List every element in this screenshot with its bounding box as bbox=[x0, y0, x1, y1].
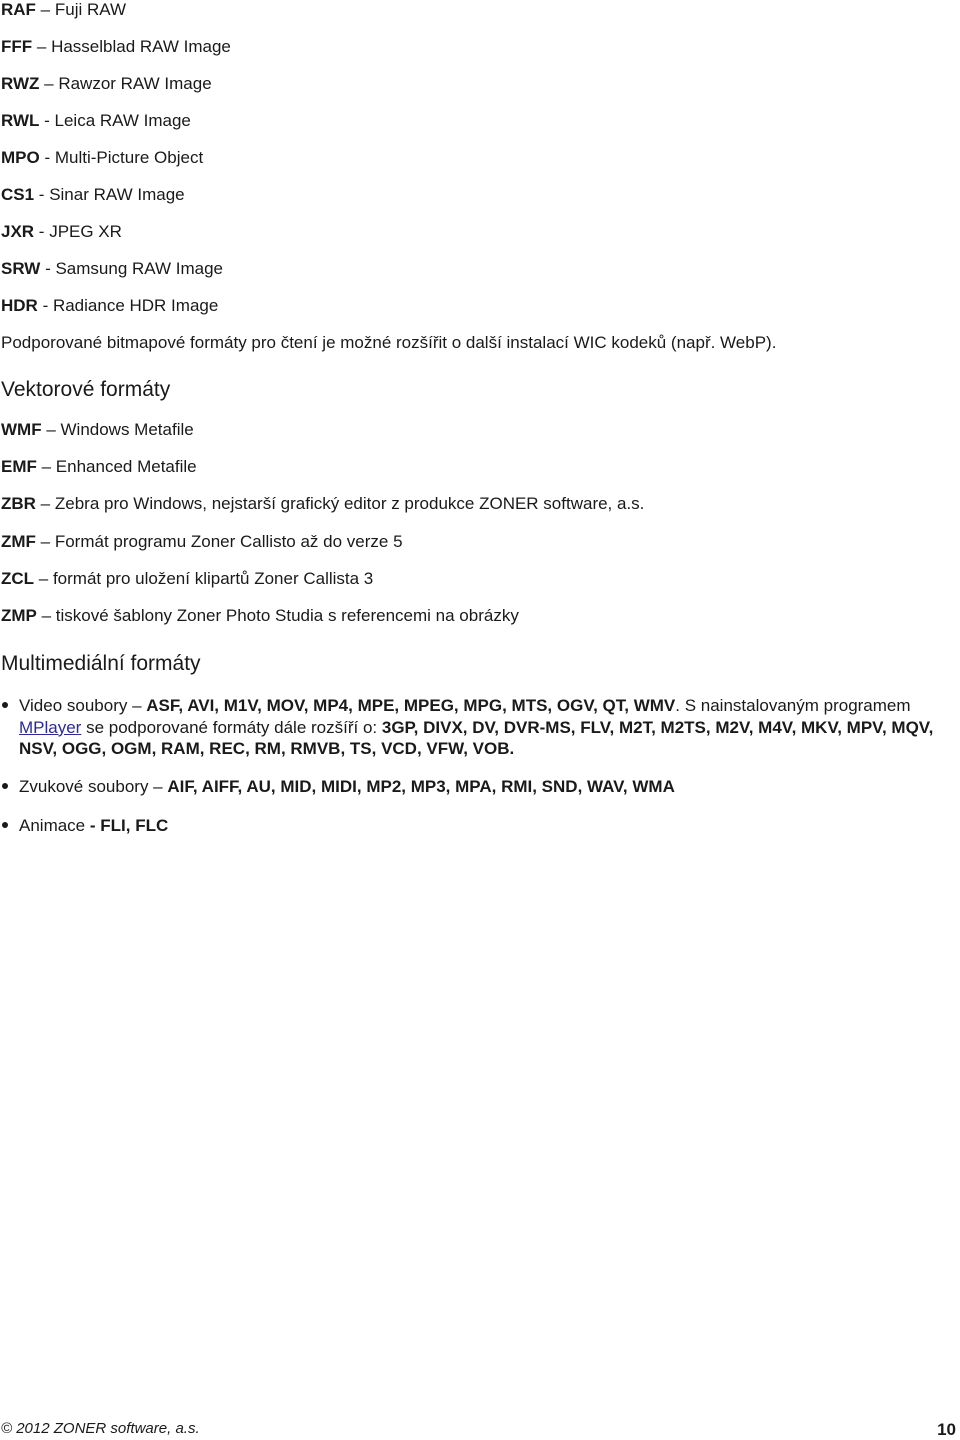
format-separator: - bbox=[40, 259, 56, 278]
bullet-dot-icon bbox=[2, 822, 8, 828]
animation-label: Animace bbox=[19, 816, 90, 835]
format-code: MPO bbox=[1, 148, 40, 167]
format-line-zcl bbox=[1, 569, 373, 589]
format-line-mpo bbox=[1, 148, 203, 168]
format-description: JPEG XR bbox=[49, 222, 122, 241]
format-separator: - bbox=[39, 148, 55, 167]
format-description: tiskové šablony Zoner Photo Studia s referencemi na obrázky bbox=[55, 606, 519, 625]
animation-formats: - FLI, FLC bbox=[89, 816, 169, 835]
format-code: CS1 bbox=[1, 185, 35, 204]
video-mid-text-2: se podporované formáty dále rozšíří o: bbox=[81, 717, 382, 737]
page-number: 10 bbox=[937, 1420, 956, 1439]
format-description: Sinar RAW Image bbox=[49, 185, 185, 204]
video-formats: ASF, AVI, M1V, MOV, MP4, MPE, MPEG, MPG, MTS, OGV, QT, WMV bbox=[146, 696, 676, 715]
format-line-rwz bbox=[1, 74, 212, 94]
format-code: JXR bbox=[1, 222, 35, 241]
format-line-wmf bbox=[1, 420, 194, 440]
format-description: Formát programu Zoner Callisto až do verze 5 bbox=[54, 532, 403, 551]
format-code: RWZ bbox=[1, 74, 40, 93]
format-line-zbr bbox=[1, 494, 644, 514]
format-separator: – bbox=[34, 569, 53, 588]
format-code: SRW bbox=[1, 259, 41, 278]
format-separator: – bbox=[36, 457, 56, 476]
format-separator: - bbox=[39, 111, 55, 130]
format-separator: – bbox=[41, 420, 61, 439]
format-code: ZMF bbox=[1, 532, 36, 551]
format-line-raf bbox=[1, 0, 126, 20]
format-line-cs1 bbox=[1, 185, 185, 205]
format-line-jxr bbox=[1, 222, 122, 242]
bullet-dot-icon bbox=[2, 702, 8, 708]
video-extra-formats: 3GP, DIVX, DV, DVR-MS, FLV, M2T, M2TS, M2V, M4V, MKV, MPV, MQV, NSV, OGG, OGM, RAM, REC, RM, RMVB, TS, VCD, VFW, VOB. bbox=[19, 717, 934, 758]
mplayer-link[interactable]: MPlayer bbox=[19, 717, 82, 737]
format-line-zmp bbox=[1, 606, 519, 626]
format-line-hdr bbox=[1, 296, 218, 316]
format-line-srw bbox=[1, 259, 223, 279]
format-description: Radiance HDR Image bbox=[52, 296, 219, 315]
format-separator: - bbox=[37, 296, 53, 315]
format-description: Hasselblad RAW Image bbox=[51, 37, 231, 56]
format-code: ZMP bbox=[1, 606, 37, 625]
format-line-zmf bbox=[1, 532, 403, 552]
video-formats-text bbox=[19, 695, 954, 760]
format-description: Windows Metafile bbox=[60, 420, 194, 439]
wic-note: Podporované bitmapové formáty pro čtení je možné rozšířit o další instalací WIC kodeků (např. WebP). bbox=[1, 333, 777, 352]
format-separator: – bbox=[35, 532, 55, 551]
format-code: HDR bbox=[1, 296, 38, 315]
format-separator: – bbox=[39, 74, 59, 93]
format-code: EMF bbox=[1, 457, 37, 476]
format-code: FFF bbox=[1, 37, 33, 56]
section-heading-vector: Vektorové formáty bbox=[1, 378, 171, 401]
format-line-rwl bbox=[1, 111, 191, 131]
format-separator: - bbox=[34, 185, 50, 204]
format-description: Rawzor RAW Image bbox=[58, 74, 212, 93]
format-description: Fuji RAW bbox=[54, 0, 127, 19]
format-code: RAF bbox=[1, 0, 36, 19]
format-code: WMF bbox=[1, 420, 42, 439]
format-description: Enhanced Metafile bbox=[55, 457, 197, 476]
audio-formats-text bbox=[19, 776, 954, 798]
audio-label: Zvukové soubory – bbox=[19, 777, 168, 796]
footer-copyright: © 2012 ZONER software, a.s. bbox=[1, 1420, 200, 1437]
format-separator: – bbox=[32, 37, 52, 56]
video-label: Video soubory – bbox=[19, 696, 147, 715]
animation-formats-text bbox=[19, 815, 954, 837]
format-description: Zebra pro Windows, nejstarší grafický editor z produkce ZONER software, a.s. bbox=[54, 494, 645, 513]
format-line-emf bbox=[1, 457, 197, 477]
format-separator: - bbox=[34, 222, 50, 241]
section-heading-multimedia: Multimediální formáty bbox=[1, 652, 201, 675]
format-code: ZBR bbox=[1, 494, 36, 513]
video-mid-text: . S nainstalovaným programem bbox=[675, 696, 911, 715]
audio-formats: AIF, AIFF, AU, MID, MIDI, MP2, MP3, MPA, RMI, SND, WAV, WMA bbox=[167, 777, 675, 796]
format-separator: – bbox=[35, 494, 55, 513]
bullet-dot-icon bbox=[2, 783, 8, 789]
format-code: RWL bbox=[1, 111, 40, 130]
format-description: Leica RAW Image bbox=[54, 111, 191, 130]
format-description: Multi-Picture Object bbox=[54, 148, 204, 167]
format-code: ZCL bbox=[1, 569, 35, 588]
format-separator: – bbox=[36, 606, 56, 625]
format-description: formát pro uložení klipartů Zoner Callista 3 bbox=[52, 569, 374, 588]
format-line-fff bbox=[1, 37, 231, 57]
format-separator: – bbox=[35, 0, 55, 19]
format-description: Samsung RAW Image bbox=[55, 259, 224, 278]
